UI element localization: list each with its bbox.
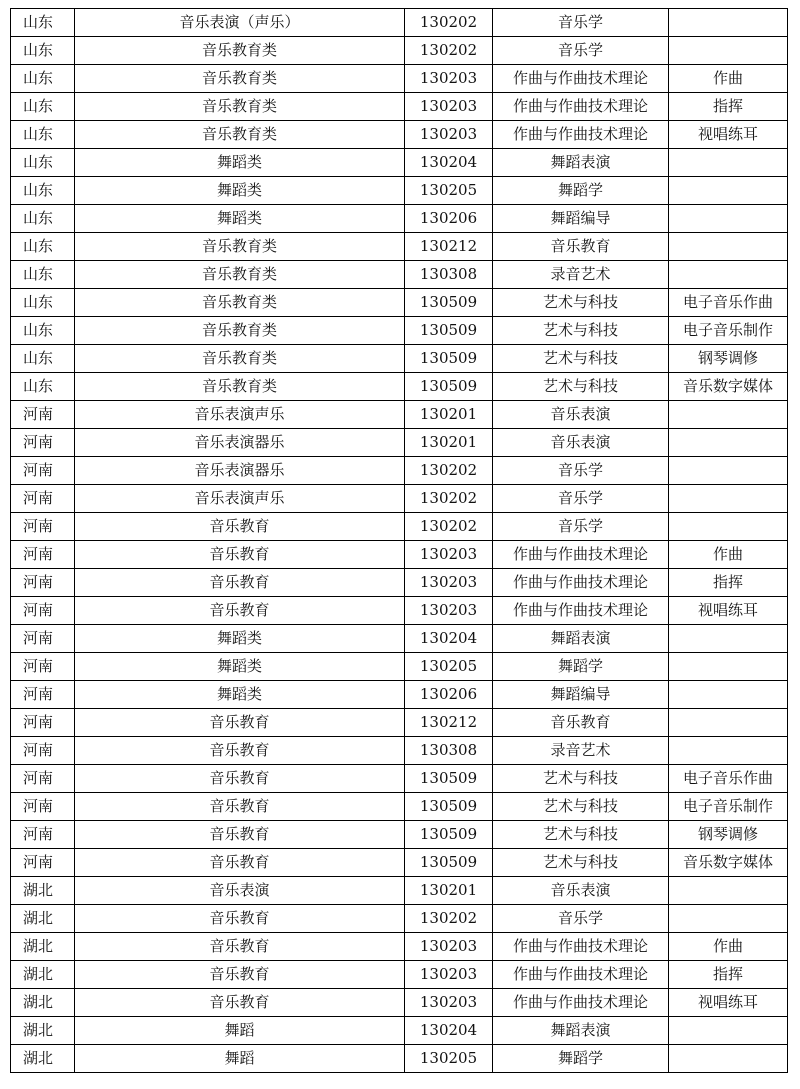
- major-name-cell: 音乐表演: [493, 429, 669, 457]
- table-row: [11, 177, 788, 205]
- major-name-cell: 艺术与科技: [493, 345, 669, 373]
- table-row: [11, 121, 788, 149]
- major-name-cell: 舞蹈表演: [493, 1017, 669, 1045]
- province-cell: 河南: [11, 597, 75, 625]
- direction-cell: 钢琴调修: [669, 345, 788, 373]
- direction-cell: 电子音乐作曲: [669, 289, 788, 317]
- direction-cell: [669, 877, 788, 905]
- direction-cell: 钢琴调修: [669, 821, 788, 849]
- province-cell: 河南: [11, 737, 75, 765]
- major-name-cell: 音乐学: [493, 485, 669, 513]
- major-name-cell: 音乐学: [493, 905, 669, 933]
- major-code-cell: 130308: [405, 737, 493, 765]
- province-cell: 河南: [11, 625, 75, 653]
- table-row: [11, 737, 788, 765]
- major-code-cell: 130509: [405, 317, 493, 345]
- major-name-cell: 作曲与作曲技术理论: [493, 65, 669, 93]
- major-code-cell: 130202: [405, 485, 493, 513]
- major-name-cell: 音乐学: [493, 37, 669, 65]
- direction-cell: [669, 401, 788, 429]
- major-code-cell: 130201: [405, 877, 493, 905]
- province-cell: 山东: [11, 37, 75, 65]
- major-name-cell: 艺术与科技: [493, 793, 669, 821]
- direction-cell: 指挥: [669, 93, 788, 121]
- category-cell: 音乐教育类: [75, 345, 405, 373]
- province-cell: 山东: [11, 289, 75, 317]
- direction-cell: [669, 625, 788, 653]
- direction-cell: 视唱练耳: [669, 597, 788, 625]
- major-code-cell: 130202: [405, 37, 493, 65]
- category-cell: 音乐表演（声乐）: [75, 9, 405, 37]
- table-row: [11, 261, 788, 289]
- category-cell: 舞蹈类: [75, 653, 405, 681]
- table-row: [11, 289, 788, 317]
- category-cell: 音乐表演器乐: [75, 429, 405, 457]
- province-cell: 河南: [11, 849, 75, 877]
- major-code-cell: 130509: [405, 849, 493, 877]
- category-cell: 音乐教育类: [75, 121, 405, 149]
- category-cell: 舞蹈: [75, 1017, 405, 1045]
- direction-cell: 音乐数字媒体: [669, 373, 788, 401]
- province-cell: 河南: [11, 541, 75, 569]
- major-name-cell: 艺术与科技: [493, 765, 669, 793]
- major-name-cell: 音乐学: [493, 513, 669, 541]
- province-cell: 河南: [11, 513, 75, 541]
- direction-cell: 电子音乐制作: [669, 317, 788, 345]
- province-cell: 山东: [11, 149, 75, 177]
- table-row: [11, 597, 788, 625]
- category-cell: 音乐表演器乐: [75, 457, 405, 485]
- direction-cell: 作曲: [669, 933, 788, 961]
- table-row: [11, 37, 788, 65]
- major-code-cell: 130509: [405, 345, 493, 373]
- table-row: [11, 485, 788, 513]
- category-cell: 音乐教育: [75, 569, 405, 597]
- table-row: [11, 681, 788, 709]
- major-code-cell: 130204: [405, 149, 493, 177]
- table-row: [11, 373, 788, 401]
- category-cell: 音乐教育类: [75, 373, 405, 401]
- major-name-cell: 作曲与作曲技术理论: [493, 597, 669, 625]
- major-code-cell: 130203: [405, 121, 493, 149]
- category-cell: 音乐教育: [75, 737, 405, 765]
- major-code-cell: 130205: [405, 1045, 493, 1073]
- table-row: [11, 513, 788, 541]
- major-name-cell: 作曲与作曲技术理论: [493, 121, 669, 149]
- province-cell: 河南: [11, 429, 75, 457]
- table-row: [11, 989, 788, 1017]
- category-cell: 音乐教育: [75, 933, 405, 961]
- major-code-cell: 130206: [405, 205, 493, 233]
- province-cell: 山东: [11, 345, 75, 373]
- direction-cell: [669, 485, 788, 513]
- major-name-cell: 舞蹈学: [493, 1045, 669, 1073]
- major-code-cell: 130509: [405, 373, 493, 401]
- direction-cell: 音乐数字媒体: [669, 849, 788, 877]
- category-cell: 音乐教育类: [75, 289, 405, 317]
- table-row: [11, 401, 788, 429]
- category-cell: 音乐教育: [75, 821, 405, 849]
- major-name-cell: 舞蹈编导: [493, 205, 669, 233]
- direction-cell: [669, 653, 788, 681]
- direction-cell: 电子音乐制作: [669, 793, 788, 821]
- table-row: [11, 541, 788, 569]
- major-name-cell: 舞蹈表演: [493, 149, 669, 177]
- category-cell: 音乐表演声乐: [75, 485, 405, 513]
- province-cell: 山东: [11, 317, 75, 345]
- direction-cell: [669, 429, 788, 457]
- category-cell: 音乐教育: [75, 989, 405, 1017]
- major-code-cell: 130203: [405, 65, 493, 93]
- major-code-cell: 130202: [405, 513, 493, 541]
- province-cell: 山东: [11, 233, 75, 261]
- major-name-cell: 艺术与科技: [493, 373, 669, 401]
- category-cell: 音乐教育类: [75, 37, 405, 65]
- major-code-cell: 130201: [405, 429, 493, 457]
- table-row: [11, 429, 788, 457]
- major-table: [10, 8, 788, 1073]
- major-code-cell: 130203: [405, 961, 493, 989]
- major-code-cell: 130509: [405, 765, 493, 793]
- direction-cell: [669, 709, 788, 737]
- major-code-cell: 130203: [405, 93, 493, 121]
- category-cell: 音乐教育类: [75, 261, 405, 289]
- direction-cell: [669, 261, 788, 289]
- major-code-cell: 130201: [405, 401, 493, 429]
- category-cell: 音乐教育类: [75, 65, 405, 93]
- category-cell: 音乐教育: [75, 905, 405, 933]
- direction-cell: 作曲: [669, 541, 788, 569]
- province-cell: 河南: [11, 653, 75, 681]
- major-name-cell: 舞蹈学: [493, 177, 669, 205]
- direction-cell: [669, 233, 788, 261]
- province-cell: 河南: [11, 401, 75, 429]
- table-row: [11, 933, 788, 961]
- major-name-cell: 艺术与科技: [493, 289, 669, 317]
- table-row: [11, 765, 788, 793]
- major-code-cell: 130205: [405, 177, 493, 205]
- major-code-cell: 130509: [405, 793, 493, 821]
- province-cell: 山东: [11, 373, 75, 401]
- direction-cell: 指挥: [669, 961, 788, 989]
- table-row: [11, 65, 788, 93]
- category-cell: 舞蹈: [75, 1045, 405, 1073]
- category-cell: 舞蹈类: [75, 149, 405, 177]
- province-cell: 湖北: [11, 1045, 75, 1073]
- direction-cell: 视唱练耳: [669, 989, 788, 1017]
- province-cell: 山东: [11, 9, 75, 37]
- direction-cell: [669, 1045, 788, 1073]
- category-cell: 音乐教育: [75, 709, 405, 737]
- table-row: [11, 569, 788, 597]
- major-name-cell: 音乐学: [493, 457, 669, 485]
- major-code-cell: 130203: [405, 597, 493, 625]
- table-row: [11, 205, 788, 233]
- major-code-cell: 130308: [405, 261, 493, 289]
- major-code-cell: 130509: [405, 289, 493, 317]
- table-row: [11, 709, 788, 737]
- category-cell: 音乐教育类: [75, 233, 405, 261]
- province-cell: 湖北: [11, 1017, 75, 1045]
- major-code-cell: 130204: [405, 625, 493, 653]
- major-name-cell: 作曲与作曲技术理论: [493, 933, 669, 961]
- table-row: [11, 317, 788, 345]
- major-name-cell: 艺术与科技: [493, 849, 669, 877]
- major-name-cell: 作曲与作曲技术理论: [493, 961, 669, 989]
- major-table-body: [11, 9, 788, 1073]
- major-name-cell: 艺术与科技: [493, 317, 669, 345]
- province-cell: 山东: [11, 205, 75, 233]
- major-name-cell: 音乐表演: [493, 401, 669, 429]
- province-cell: 山东: [11, 121, 75, 149]
- category-cell: 音乐教育: [75, 961, 405, 989]
- province-cell: 山东: [11, 93, 75, 121]
- table-row: [11, 457, 788, 485]
- province-cell: 山东: [11, 261, 75, 289]
- category-cell: 音乐教育: [75, 513, 405, 541]
- direction-cell: 视唱练耳: [669, 121, 788, 149]
- table-row: [11, 625, 788, 653]
- category-cell: 舞蹈类: [75, 625, 405, 653]
- major-name-cell: 舞蹈学: [493, 653, 669, 681]
- category-cell: 音乐表演: [75, 877, 405, 905]
- category-cell: 音乐表演声乐: [75, 401, 405, 429]
- table-row: [11, 849, 788, 877]
- table-row: [11, 653, 788, 681]
- major-name-cell: 音乐教育: [493, 709, 669, 737]
- table-row: [11, 961, 788, 989]
- direction-cell: [669, 905, 788, 933]
- major-code-cell: 130203: [405, 569, 493, 597]
- major-name-cell: 作曲与作曲技术理论: [493, 989, 669, 1017]
- table-row: [11, 93, 788, 121]
- major-name-cell: 音乐教育: [493, 233, 669, 261]
- table-row: [11, 821, 788, 849]
- direction-cell: [669, 149, 788, 177]
- major-name-cell: 舞蹈编导: [493, 681, 669, 709]
- major-code-cell: 130202: [405, 9, 493, 37]
- direction-cell: [669, 37, 788, 65]
- major-code-cell: 130212: [405, 709, 493, 737]
- major-code-cell: 130203: [405, 541, 493, 569]
- major-name-cell: 作曲与作曲技术理论: [493, 93, 669, 121]
- major-code-cell: 130212: [405, 233, 493, 261]
- province-cell: 河南: [11, 765, 75, 793]
- province-cell: 湖北: [11, 933, 75, 961]
- direction-cell: 指挥: [669, 569, 788, 597]
- category-cell: 舞蹈类: [75, 681, 405, 709]
- province-cell: 河南: [11, 793, 75, 821]
- major-name-cell: 音乐学: [493, 9, 669, 37]
- province-cell: 湖北: [11, 877, 75, 905]
- province-cell: 湖北: [11, 905, 75, 933]
- province-cell: 河南: [11, 485, 75, 513]
- province-cell: 河南: [11, 709, 75, 737]
- table-row: [11, 233, 788, 261]
- direction-cell: [669, 177, 788, 205]
- major-code-cell: 130203: [405, 989, 493, 1017]
- province-cell: 山东: [11, 65, 75, 93]
- province-cell: 河南: [11, 681, 75, 709]
- province-cell: 湖北: [11, 989, 75, 1017]
- table-row: [11, 877, 788, 905]
- major-code-cell: 130203: [405, 933, 493, 961]
- direction-cell: [669, 457, 788, 485]
- category-cell: 音乐教育类: [75, 317, 405, 345]
- province-cell: 湖北: [11, 961, 75, 989]
- category-cell: 音乐教育类: [75, 93, 405, 121]
- province-cell: 河南: [11, 569, 75, 597]
- category-cell: 音乐教育: [75, 765, 405, 793]
- table-row: [11, 149, 788, 177]
- direction-cell: 电子音乐作曲: [669, 765, 788, 793]
- major-name-cell: 作曲与作曲技术理论: [493, 569, 669, 597]
- category-cell: 音乐教育: [75, 849, 405, 877]
- category-cell: 音乐教育: [75, 597, 405, 625]
- direction-cell: [669, 1017, 788, 1045]
- direction-cell: [669, 205, 788, 233]
- category-cell: 音乐教育: [75, 541, 405, 569]
- category-cell: 舞蹈类: [75, 177, 405, 205]
- direction-cell: [669, 9, 788, 37]
- major-code-cell: 130509: [405, 821, 493, 849]
- major-name-cell: 舞蹈表演: [493, 625, 669, 653]
- province-cell: 河南: [11, 821, 75, 849]
- major-code-cell: 130202: [405, 905, 493, 933]
- table-row: [11, 905, 788, 933]
- major-name-cell: 录音艺术: [493, 737, 669, 765]
- table-row: [11, 1045, 788, 1073]
- major-code-cell: 130205: [405, 653, 493, 681]
- direction-cell: 作曲: [669, 65, 788, 93]
- category-cell: 音乐教育: [75, 793, 405, 821]
- major-name-cell: 艺术与科技: [493, 821, 669, 849]
- major-name-cell: 录音艺术: [493, 261, 669, 289]
- major-name-cell: 作曲与作曲技术理论: [493, 541, 669, 569]
- province-cell: 山东: [11, 177, 75, 205]
- direction-cell: [669, 513, 788, 541]
- table-row: [11, 345, 788, 373]
- table-row: [11, 9, 788, 37]
- major-code-cell: 130202: [405, 457, 493, 485]
- major-code-cell: 130206: [405, 681, 493, 709]
- province-cell: 河南: [11, 457, 75, 485]
- table-row: [11, 793, 788, 821]
- table-row: [11, 1017, 788, 1045]
- major-code-cell: 130204: [405, 1017, 493, 1045]
- category-cell: 舞蹈类: [75, 205, 405, 233]
- direction-cell: [669, 681, 788, 709]
- direction-cell: [669, 737, 788, 765]
- major-name-cell: 音乐表演: [493, 877, 669, 905]
